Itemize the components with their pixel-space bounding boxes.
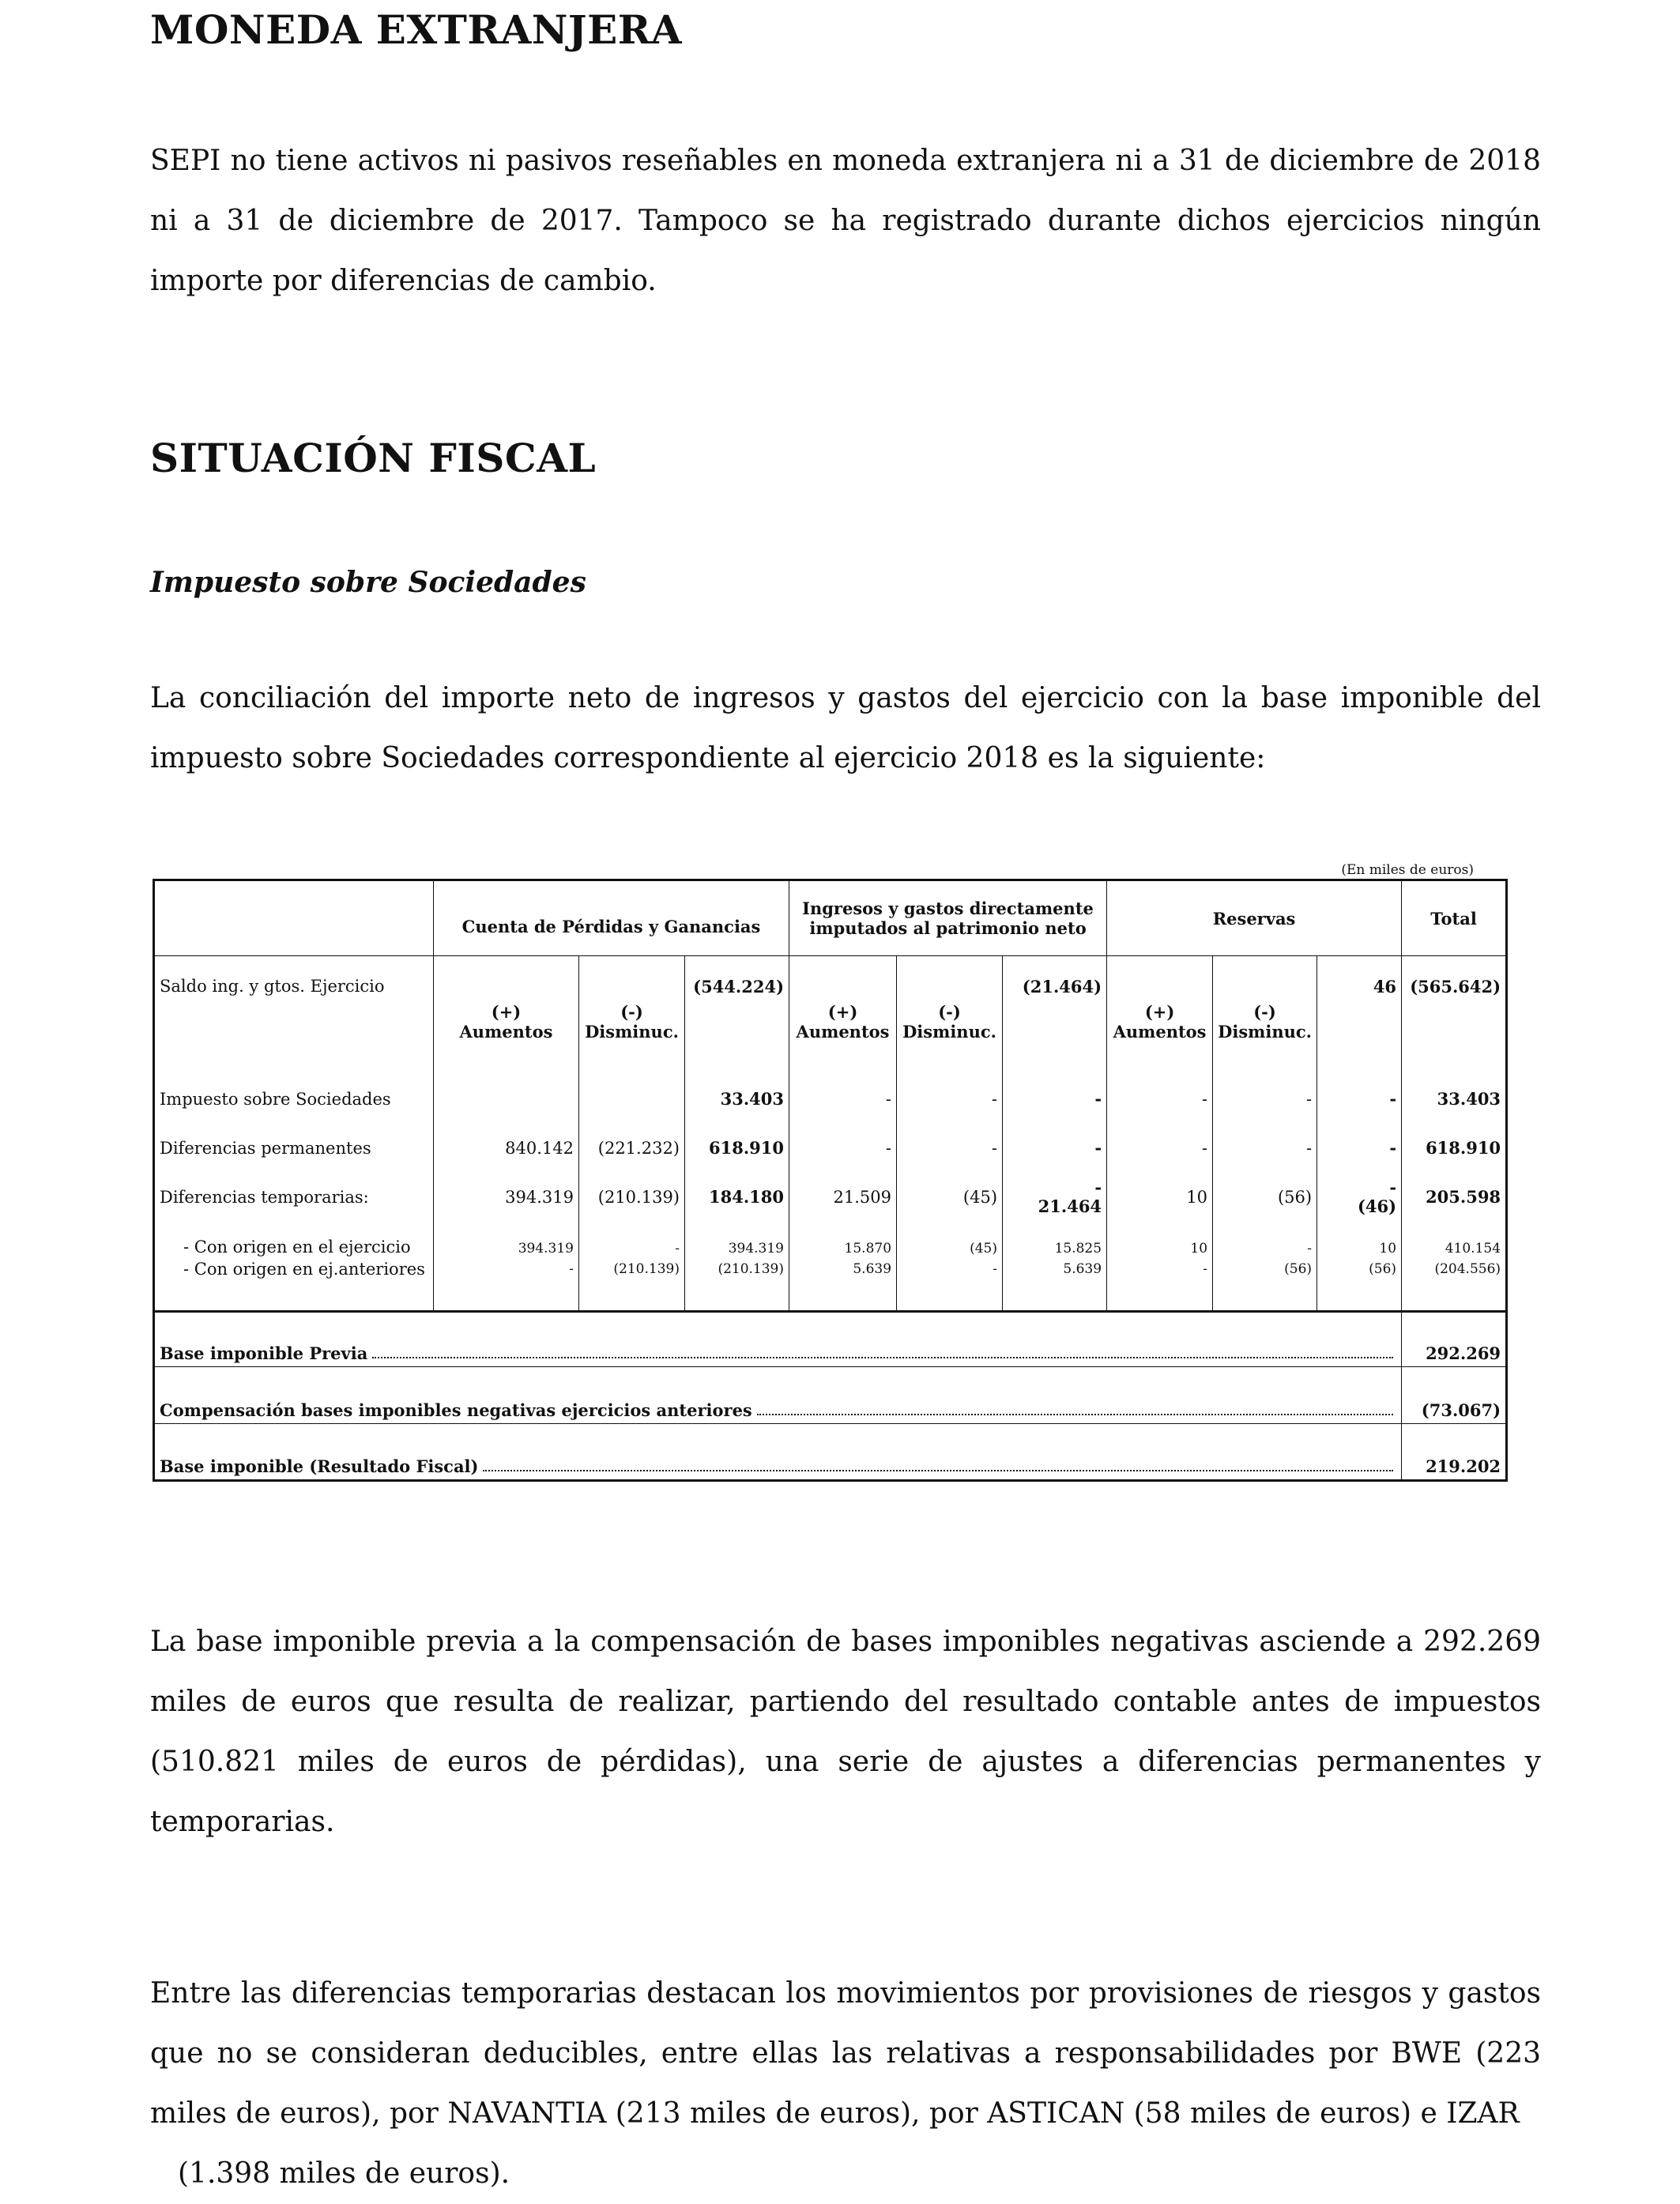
cell: 840.142 xyxy=(434,1124,579,1173)
reconciliation-table xyxy=(153,879,1508,1482)
header-patrimonio-line2: imputados al patrimonio neto xyxy=(809,918,1087,938)
stray-dash: - xyxy=(1389,1177,1397,1197)
res-disminuc-header xyxy=(1213,956,1317,1075)
cell: (204.556) xyxy=(1402,1256,1507,1282)
pyg-aum-label: Aumentos xyxy=(459,1022,553,1042)
cell xyxy=(1003,1173,1107,1222)
cell: - xyxy=(897,1124,1003,1173)
paragraph-moneda: SEPI no tiene activos ni pasivos reseñables en moneda extranjera ni a 31 de diciembre de 2018 ni a 31 de diciembre de 2017. Tampoco se ha registrado durante dichos ejercicios ningún importe por diferencias de cambio. xyxy=(150,145,1541,297)
cell: (56) xyxy=(1213,1173,1317,1222)
summary-label-text: Base imponible (Resultado Fiscal) xyxy=(160,1456,479,1476)
header-total: Total xyxy=(1402,880,1507,956)
cell: 205.598 xyxy=(1402,1173,1507,1222)
cell: - xyxy=(1317,1124,1402,1173)
cell xyxy=(434,1075,579,1124)
cell: 10 xyxy=(1107,1222,1213,1256)
header-reservas: Reservas xyxy=(1107,880,1402,956)
cell: - xyxy=(897,1075,1003,1124)
stray-dash: - xyxy=(1094,1177,1102,1197)
cell: (221.232) xyxy=(579,1124,685,1173)
summary-value: 292.269 xyxy=(1402,1312,1507,1367)
summary-row-base-fiscal xyxy=(154,1424,1507,1481)
cell: - xyxy=(1213,1222,1317,1256)
res-dis-label: Disminuc. xyxy=(1218,1022,1312,1042)
header-row xyxy=(154,880,1507,956)
cell: 394.319 xyxy=(685,1222,789,1256)
table-subrow xyxy=(154,1222,1507,1256)
cell: 15.825 xyxy=(1003,1222,1107,1256)
header-blank xyxy=(154,880,434,956)
cell: (210.139) xyxy=(579,1256,685,1282)
cell: - xyxy=(1107,1256,1213,1282)
summary-row-compensacion xyxy=(154,1367,1507,1424)
cell: (56) xyxy=(1213,1256,1317,1282)
cell: 618.910 xyxy=(685,1124,789,1173)
pat-aumentos-header xyxy=(789,956,897,1075)
subrow-label: - Con origen en el ejercicio xyxy=(154,1222,434,1256)
pyg-aumentos-header xyxy=(434,956,579,1075)
header-patrimonio xyxy=(789,880,1107,956)
cell: 5.639 xyxy=(1003,1256,1107,1282)
pyg-aum-sign: (+) xyxy=(491,1002,522,1022)
summary-label xyxy=(154,1367,1402,1424)
cell: (56) xyxy=(1317,1256,1402,1282)
cell: - xyxy=(789,1075,897,1124)
table-units: (En miles de euros) xyxy=(1341,862,1474,878)
pat-dis-sign: (-) xyxy=(938,1002,961,1022)
section-title-fiscal: SITUACIÓN FISCAL xyxy=(150,435,597,481)
cell: - xyxy=(1213,1124,1317,1173)
cell xyxy=(1317,1173,1402,1222)
cell: 10 xyxy=(1107,1173,1213,1222)
saldo-pyg: (544.224) xyxy=(685,956,789,1075)
pat-aum-label: Aumentos xyxy=(796,1022,890,1042)
cell: - xyxy=(1317,1075,1402,1124)
cell: - xyxy=(1107,1124,1213,1173)
row-label: Diferencias temporarias: xyxy=(154,1173,434,1222)
cell: 394.319 xyxy=(434,1222,579,1256)
cell: 5.639 xyxy=(789,1256,897,1282)
cell: 15.870 xyxy=(789,1222,897,1256)
cell: - xyxy=(1003,1075,1107,1124)
header-patrimonio-line1: Ingresos y gastos directamente xyxy=(802,899,1094,918)
table-row xyxy=(154,1173,1507,1222)
cell: - xyxy=(1213,1075,1317,1124)
paragraph-intro: La conciliación del importe neto de ingresos y gastos del ejercicio con la base imponible del impuesto sobre Sociedades correspondiente al ejercicio 2018 es la siguiente: xyxy=(150,682,1541,774)
pyg-disminuc-header xyxy=(579,956,685,1075)
paragraph-diferencias-temporarias-end: (1.398 miles de euros). xyxy=(178,2157,510,2190)
summary-label xyxy=(154,1312,1402,1367)
cell: 410.154 xyxy=(1402,1222,1507,1256)
cell: 21.509 xyxy=(789,1173,897,1222)
pat-disminuc-header xyxy=(897,956,1003,1075)
row-label: Diferencias permanentes xyxy=(154,1124,434,1173)
summary-label xyxy=(154,1424,1402,1481)
header-pyg: Cuenta de Pérdidas y Ganancias xyxy=(434,880,789,956)
spacer-row xyxy=(154,1282,1507,1312)
res-aumentos-header xyxy=(1107,956,1213,1075)
cell: - xyxy=(789,1124,897,1173)
cell: 184.180 xyxy=(685,1173,789,1222)
summary-row-base-previa xyxy=(154,1312,1507,1367)
cell: 33.403 xyxy=(1402,1075,1507,1124)
section-title-moneda: MONEDA EXTRANJERA xyxy=(150,6,683,53)
pyg-dis-label: Disminuc. xyxy=(585,1022,679,1042)
pat-aum-sign: (+) xyxy=(827,1002,858,1022)
pat-dis-label: Disminuc. xyxy=(902,1022,996,1042)
summary-value: 219.202 xyxy=(1402,1424,1507,1481)
row-label: Impuesto sobre Sociedades xyxy=(154,1075,434,1124)
subtitle-impuesto: Impuesto sobre Sociedades xyxy=(150,566,586,599)
pyg-dis-sign: (-) xyxy=(620,1002,643,1022)
saldo-reservas: 46 xyxy=(1317,956,1402,1075)
cell: - xyxy=(897,1256,1003,1282)
cell: 33.403 xyxy=(685,1075,789,1124)
summary-value: (73.067) xyxy=(1402,1367,1507,1424)
table-row xyxy=(154,1124,1507,1173)
cell: 10 xyxy=(1317,1222,1402,1256)
saldo-patrimonio: (21.464) xyxy=(1003,956,1107,1075)
summary-label-text: Base imponible Previa xyxy=(160,1343,368,1363)
cell: - xyxy=(434,1256,579,1282)
saldo-row xyxy=(154,956,1507,1075)
cell: - xyxy=(1003,1124,1107,1173)
saldo-label: Saldo ing. y gtos. Ejercicio xyxy=(154,956,434,1075)
table-row xyxy=(154,1075,1507,1124)
cell xyxy=(579,1075,685,1124)
saldo-total: (565.642) xyxy=(1402,956,1507,1075)
res-dis-sign: (-) xyxy=(1253,1002,1276,1022)
res-aum-sign: (+) xyxy=(1144,1002,1175,1022)
cell: (45) xyxy=(897,1173,1003,1222)
cell: (45) xyxy=(897,1222,1003,1256)
cell: (210.139) xyxy=(685,1256,789,1282)
cell-value: 21.464 xyxy=(1038,1196,1102,1216)
summary-label-text: Compensación bases imponibles negativas ejercicios anteriores xyxy=(160,1400,752,1420)
table-subrow xyxy=(154,1256,1507,1282)
paragraph-base-imponible: La base imponible previa a la compensación de bases imponibles negativas asciende a 292.269 miles de euros que resulta de realizar, partiendo del resultado contable antes de impuestos (510.821 miles de euros de pérdidas), una serie de ajustes a diferencias permanentes y temporarias. xyxy=(150,1626,1541,1838)
res-aum-label: Aumentos xyxy=(1113,1022,1207,1042)
cell: - xyxy=(1107,1075,1213,1124)
cell-value: (46) xyxy=(1357,1196,1397,1216)
cell: 618.910 xyxy=(1402,1124,1507,1173)
paragraph-diferencias-temporarias: Entre las diferencias temporarias destacan los movimientos por provisiones de riesgos y gastos que no se consideran deducibles, entre ellas las relativas a responsabilidades por BWE (223 miles de euros), por NAVANTIA (213 miles de euros), por ASTICAN (58 miles de euros) e IZAR xyxy=(150,1977,1541,2130)
cell: - xyxy=(579,1222,685,1256)
subrow-label: - Con origen en ej.anteriores xyxy=(154,1256,434,1282)
cell: (210.139) xyxy=(579,1173,685,1222)
cell: 394.319 xyxy=(434,1173,579,1222)
